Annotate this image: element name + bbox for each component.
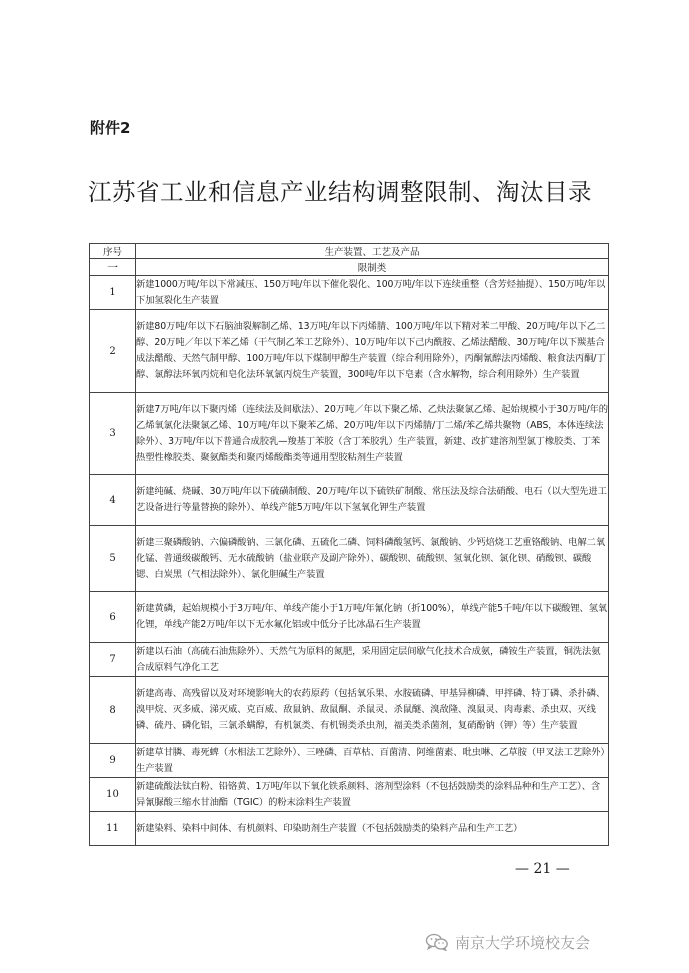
row-text: 新建以石油（高硫石油焦除外）、天然气为原料的氮肥，采用固定层间歇气化技术合成氨，磷铵生产装置，铜洗法氨合成原料气净化工艺 [136, 643, 609, 677]
table-row [90, 677, 609, 744]
row-text: 新建80万吨/年以下石脑油裂解制乙烯、13万吨/年以下丙烯腈、100万吨/年以下精对苯二甲酸、20万吨/年以下乙二醇、20万吨／年以下苯乙烯（干气制乙苯工艺除外）、10万吨/年以下己内酰胺、乙烯法醋酸、30万吨/年以下羰基合成法醋酸、天然气制甲醇、100万吨/年以下煤制甲醇生产装置（综合利用除外），丙酮氰醇法丙烯酸、粮食法丙酮/丁醇、氯醇法环氧丙烷和皂化法环氧氯丙烷生产装置，300吨/年以下皂素（含水解物，综合利用除外）生产装置 [136, 310, 609, 393]
row-text: 新建高毒、高残留以及对环境影响大的农药原药（包括氧乐果、水胺硫磷、甲基异柳磷、甲拌磷、特丁磷、杀扑磷、溴甲烷、灭多威、涕灭威、克百威、敌鼠钠、敌鼠酮、杀鼠灵、杀鼠醚、溴敌隆、溴鼠灵、肉毒素、杀虫双、灭线磷、硫丹、磷化铝，三氯杀螨醇，有机氯类、有机锡类杀虫剂，福美类杀菌剂，复硝酚钠（钾）等）生产装置 [136, 677, 609, 744]
row-number: 7 [90, 643, 136, 677]
row-text: 新建三聚磷酸钠、六偏磷酸钠、三氯化磷、五硫化二磷、饲料磷酸氢钙、氯酸钠、少钙焙烧工艺重铬酸钠、电解二氧化锰、普通级碳酸钙、无水硫酸钠（盐业联产及副产除外）、碳酸钡、硫酸钡、氢氧化钡、氯化钡、硝酸钡、碳酸锶、白炭黑（气相法除外）、氯化胆碱生产装置 [136, 526, 609, 592]
row-text: 新建硫酸法钛白粉、铅铬黄、1万吨/年以下氧化铁系颜料、溶剂型涂料（不包括鼓励类的涂料品种和生产工艺）、含异氰脲酸三缩水甘油酯（TGIC）的粉末涂料生产装置 [136, 778, 609, 812]
table-row [90, 592, 609, 643]
row-text: 新建纯碱、烧碱、30万吨/年以下硫磺制酸、20万吨/年以下硫铁矿制酸、常压法及综合法硝酸、电石（以大型先进工艺设备进行等量替换的除外）、单线产能5万吨/年以下氢氧化钾生产装置 [136, 475, 609, 526]
row-number: 11 [90, 812, 136, 846]
row-number: 10 [90, 778, 136, 812]
watermark-footer [425, 932, 590, 952]
table-row [90, 812, 609, 846]
table-header-row [90, 244, 609, 259]
section-row [90, 259, 609, 276]
table-row [90, 276, 609, 310]
attachment-label: 附件2 [90, 119, 131, 137]
row-text: 新建草甘膦、毒死蜱（水相法工艺除外）、三唑磷、百草枯、百菌清、阿维菌素、吡虫啉、乙草胺（甲叉法工艺除外）生产装置 [136, 744, 609, 778]
table-row [90, 526, 609, 592]
document-title: 江苏省工业和信息产业结构调整限制、淘汰目录 [88, 178, 592, 206]
row-text: 新建黄磷，起始规模小于3万吨/年、单线产能小于1万吨/年氰化钠（折100%），单线产能5千吨/年以下碳酸锂、氢氧化锂，单线产能2万吨/年以下无水氟化铝或中低分子比冰晶石生产装置 [136, 592, 609, 643]
section-label: 限制类 [136, 259, 609, 276]
row-number: 9 [90, 744, 136, 778]
row-number: 5 [90, 526, 136, 592]
account-name: 南京大学环境校友会 [455, 933, 591, 952]
wechat-icon [425, 933, 449, 951]
header-content: 生产装置、工艺及产品 [136, 244, 609, 259]
table-row [90, 310, 609, 393]
table-row [90, 778, 609, 812]
table-row [90, 643, 609, 677]
row-number: 1 [90, 276, 136, 310]
restriction-table [89, 243, 609, 846]
table-row [90, 393, 609, 475]
row-number: 2 [90, 310, 136, 393]
row-text: 新建染料、染料中间体、有机颜料、印染助剂生产装置（不包括鼓励类的染料产品和生产工艺） [136, 812, 609, 846]
table-row [90, 475, 609, 526]
row-text: 新建1000万吨/年以下常减压、150万吨/年以下催化裂化、100万吨/年以下连续重整（含芳烃抽提）、150万吨/年以下加氢裂化生产装置 [136, 276, 609, 310]
row-number: 3 [90, 393, 136, 475]
row-number: 6 [90, 592, 136, 643]
row-number: 4 [90, 475, 136, 526]
page-number: — 21 — [515, 861, 570, 877]
table-row [90, 744, 609, 778]
row-number: 8 [90, 677, 136, 744]
header-serial: 序号 [90, 244, 136, 259]
row-text: 新建7万吨/年以下聚丙烯（连续法及间歇法）、20万吨／年以下聚乙烯、乙炔法聚氯乙烯、起始规模小于30万吨/年的乙烯氧氯化法聚氯乙烯、10万吨/年以下聚苯乙烯、20万吨/年以下丙烯腈/丁二烯/苯乙烯共聚物（ABS，本体连续法除外）、3万吨/年以下普通合成胶乳—羧基丁苯胶（含丁苯胶乳）生产装置，新建、改扩建溶剂型氯丁橡胶类、丁苯热塑性橡胶类、聚氨酯类和聚丙烯酸酯类等通用型胶粘剂生产装置 [136, 393, 609, 475]
section-number: 一 [90, 259, 136, 276]
